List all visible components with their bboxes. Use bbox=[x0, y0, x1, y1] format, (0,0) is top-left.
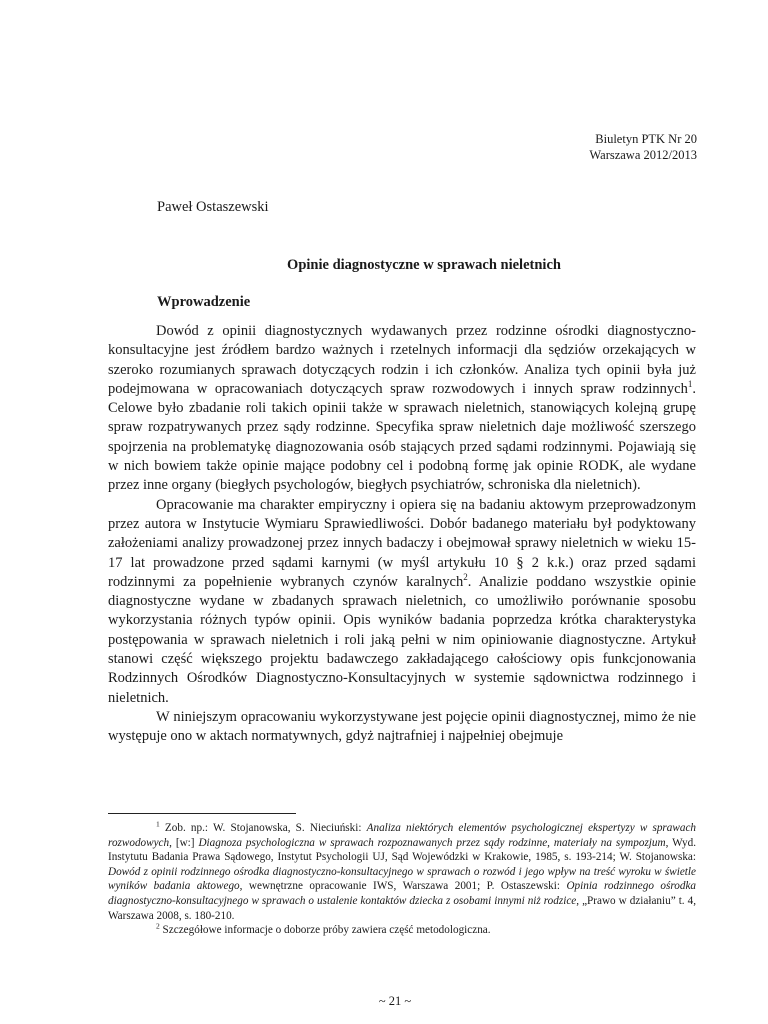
paragraph-3: W niniejszym opracowaniu wykorzystywane jest pojęcie opinii diagnostycznej, mimo że nie występuje ono w aktach normatywnych, gdyż najtrafniej i najpełniej obejmuje bbox=[108, 708, 696, 745]
author-name: Paweł Ostaszewski bbox=[157, 199, 269, 215]
journal-place-year: Warszawa 2012/2013 bbox=[589, 148, 697, 162]
journal-header bbox=[589, 131, 697, 163]
footnote-divider bbox=[108, 813, 296, 814]
paragraph-1: Dowód z opinii diagnostycznych wydawanych przez rodzinne ośrodki diagnostyczno-konsultacyjne jest źródłem bardzo ważnych i rzetelnych informacji dla sędziów orzekających w szeroko rozumianych sprawach dotyczących rodzin i ich członków. Analiza tych opinii była już podejmowana w opracowaniach dotyczących spraw rozwodowych i innych spraw rodzinnych$^1$. Celowe było zbadanie roli takich opinii także w sprawach nieletnich, stanowiących kolejną grupę spraw rozpatrywanych przez sądy rodzinne. Specyfika spraw nieletnich daje możliwość szerszego spojrzenia na problematykę diagnozowania osób stających przed sądami rodzinnymi. Pojawiają się w nich bowiem także opinie mające podobny cel i podobną formę jak opinie RODK, ale wydane przez inne organy (biegłych psychologów, biegłych psychiatrów, schroniska dla nieletnich). bbox=[108, 323, 696, 494]
article-title: Opinie diagnostyczne w sprawach nieletnich bbox=[287, 257, 561, 273]
article-body bbox=[108, 322, 696, 747]
footnote-ref-2[interactable]: 2 bbox=[463, 572, 468, 583]
footnote-2: $^2$ Szczegółowe informacje o doborze próby zawiera część metodologiczna. bbox=[156, 921, 491, 937]
footnote-ref-1[interactable]: 1 bbox=[687, 379, 693, 390]
journal-name: Biuletyn PTK Nr 20 bbox=[595, 132, 697, 146]
paragraph-2: Opracowanie ma charakter empiryczny i opiera się na badaniu aktowym przeprowadzonym przez autora w Instytucie Wymiaru Sprawiedliwości. Dobór badanego materiału był podyktowany założeniami analizy prowadzonej przez innych badaczy i obejmował sprawy nieletnich w wieku 15-17 lat prowadzone przed sądami karnymi (w myśl artykułu 10 § 2 k.k.) oraz przed sądami rodzinnymi za popełnienie wybranych czynów karalnych$^2$. Analizie poddano wszystkie opinie diagnostyczne wydane w zbadanych sprawach nieletnich, co umożliwiło porównanie sposobu wykorzystania różnych typów opinii. Opis wyników badania poprzedza krótka charakterystyka postępowania w sprawach nieletnich i roli jaką pełni w nim opiniowanie diagnostyczne. Artykuł stanowi część większego projektu badawczego zakładającego całościowy opis funkcjonowania Rodzinnych Ośrodków Diagnostyczno-Konsultacyjnych w systemie sądownictwa rodzinnego i nieletnich. bbox=[108, 496, 696, 706]
section-heading: Wprowadzenie bbox=[157, 294, 251, 310]
page-number: ~ 21 ~ bbox=[378, 994, 412, 1008]
footnote-1: $^1$ Zob. np.: W. Stojanowska, S. Nieciuński: Analiza niektórych elementów psychologicznej ekspertyzy w sprawach rozwodowych, [w:] Diagnoza psychologiczna w sprawach rozpoznawanych przez sądy rodzinne, materiały na sympozjum, Wyd. Instytutu Badania Prawa Sądowego, Instytut Psychologii UJ, Sąd Wojewódzki w Krakowie, 1985, s. 193-214; W. Stojanowska: Dowód z opinii rodzinnego ośrodka diagnostyczno-konsultacyjnego w sprawach o rozwód i jego wpływ na treść wyroku w świetle wyników badania aktowego, wewnętrzne opracowanie IWS, Warszawa 2001; P. Ostaszewski: Opinia rodzinnego ośrodka diagnostyczno-konsultacyjnego w sprawach o ustalenie kontaktów dziecka z osobami innymi niż rodzice, „Prawo w działaniu” t. 4, Warszawa 2008, s. 180-210. bbox=[108, 819, 697, 922]
footnotes bbox=[108, 821, 696, 938]
